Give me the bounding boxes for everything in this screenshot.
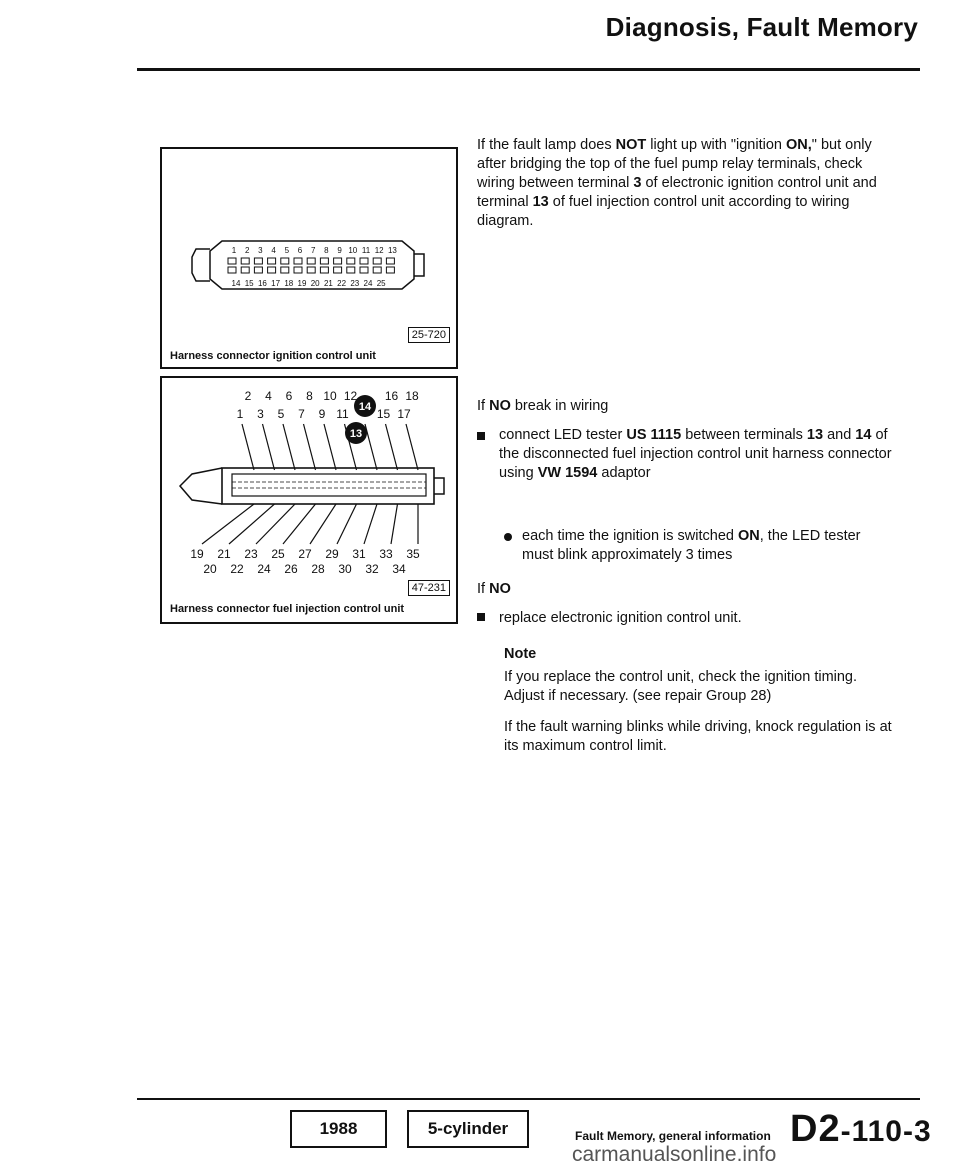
pin-label: 7	[310, 246, 316, 255]
wire-line	[283, 424, 295, 470]
pin-socket	[307, 258, 315, 264]
pin-socket	[320, 267, 328, 273]
pin-label: 20	[203, 562, 217, 576]
terminal-14-label: 14	[358, 401, 372, 413]
pin-socket	[254, 267, 262, 273]
terminal-13-label: 13	[349, 428, 363, 440]
footer-section-label: Fault Memory, general information	[575, 1129, 771, 1143]
paragraph-if-no: If NO	[477, 581, 511, 597]
pin-socket	[360, 258, 368, 264]
pin-socket	[268, 258, 276, 264]
round-bullet-icon	[504, 533, 512, 541]
pin-label: 6	[297, 246, 303, 255]
pin-label: 27	[298, 547, 312, 561]
wire-line	[364, 504, 377, 544]
pin-socket	[241, 267, 249, 273]
pin-label: 17	[271, 279, 281, 288]
pin-label: 34	[392, 562, 406, 576]
wire-line	[256, 504, 295, 544]
pin-label: 1	[231, 246, 237, 255]
wire-line	[386, 424, 398, 470]
pin-label: 10	[348, 246, 358, 255]
note-paragraph: If the fault warning blinks while driving, knock regulation is at its maximum control limit.	[504, 719, 892, 754]
wire-line	[337, 504, 357, 544]
paragraph-no-break: If NO break in wiring	[477, 398, 609, 414]
pin-socket	[334, 258, 342, 264]
header-rule	[137, 68, 920, 71]
pin-label: 15	[376, 407, 391, 421]
figure-code: 47-231	[408, 580, 450, 596]
figure-caption: Harness connector ignition control unit	[170, 350, 376, 362]
pin-socket	[386, 267, 394, 273]
pin-socket	[281, 267, 289, 273]
list-item-connect-tester: connect LED tester US 1115 between terminals 13 and 14 of the disconnected fuel injection control unit harness connector using VW 1594 adaptor	[477, 426, 897, 483]
footer-year-box: 1988	[290, 1110, 387, 1148]
wire-line	[304, 424, 316, 470]
paragraph-fault-lamp: If the fault lamp does NOT light up with "ignition ON," but only after bridging the top of the fuel pump relay terminals, check wiring between terminal 3 of electronic ignition control unit and terminal 13 of fuel injection control unit according to wiring diagram.	[477, 137, 877, 229]
wire-line	[263, 424, 275, 470]
pin-label: 35	[406, 547, 420, 561]
pin-label: 25	[376, 279, 386, 288]
pin-label: 21	[217, 547, 231, 561]
pin-label: 23	[350, 279, 360, 288]
wire-line	[324, 424, 336, 470]
pin-label: 30	[338, 562, 352, 576]
pin-label: 3	[258, 246, 263, 255]
note-title: Note	[504, 646, 537, 662]
pin-socket	[294, 267, 302, 273]
square-bullet-icon	[477, 432, 485, 440]
footer-engine-box: 5-cylinder	[407, 1110, 529, 1148]
pin-label: 18	[284, 279, 294, 288]
pin-label: 9	[337, 246, 342, 255]
pin-socket	[373, 258, 381, 264]
pin-label: 16	[384, 389, 399, 403]
pin-socket	[241, 258, 249, 264]
pin-label: 31	[352, 547, 366, 561]
pin-label: 13	[387, 246, 397, 255]
wire-line	[242, 424, 254, 470]
pin-label: 10	[323, 389, 337, 403]
wire-line	[365, 424, 377, 470]
pin-socket	[294, 258, 302, 264]
pin-label: 14	[231, 279, 241, 288]
pin-label: 4	[265, 389, 272, 403]
pin-label: 21	[323, 279, 333, 288]
pin-label: 6	[285, 389, 293, 403]
wire-line	[391, 504, 398, 544]
pin-label: 2	[244, 246, 250, 255]
wire-line	[202, 504, 254, 544]
pin-label: 11	[361, 246, 371, 255]
pin-socket	[254, 258, 262, 264]
page-number: D2-110-3	[790, 1108, 932, 1150]
pin-label: 19	[297, 279, 307, 288]
pin-label: 8	[306, 389, 313, 403]
list-item-led-blink: each time the ignition is switched ON, the LED tester must blink approximately 3 times	[504, 527, 894, 565]
pin-label: 2	[244, 389, 252, 403]
pin-label: 11	[336, 407, 349, 421]
pin-label: 4	[271, 246, 276, 255]
pin-label: 23	[244, 547, 258, 561]
wire-line	[283, 504, 316, 544]
wire-line	[406, 424, 418, 470]
figure-code: 25-720	[408, 327, 450, 343]
pin-label: 7	[298, 407, 305, 421]
pin-socket	[334, 267, 342, 273]
pin-label: 3	[257, 407, 264, 421]
pin-label: 33	[379, 547, 393, 561]
pin-label: 19	[190, 547, 204, 561]
pin-socket	[360, 267, 368, 273]
footer-rule	[137, 1098, 920, 1100]
square-bullet-icon	[477, 613, 485, 621]
pin-socket	[228, 258, 236, 264]
pin-label: 18	[405, 389, 419, 403]
pin-label: 25	[271, 547, 285, 561]
pin-label: 8	[324, 246, 329, 255]
pin-socket	[228, 267, 236, 273]
pin-label: 26	[284, 562, 298, 576]
pin-label: 24	[257, 562, 271, 576]
pin-label: 28	[311, 562, 325, 576]
pin-socket	[347, 258, 355, 264]
pin-socket	[320, 258, 328, 264]
pin-label: 1	[236, 407, 244, 421]
pin-label: 22	[230, 562, 244, 576]
pin-label: 20	[310, 279, 320, 288]
page-title: Diagnosis, Fault Memory	[605, 12, 918, 42]
pin-socket	[307, 267, 315, 273]
pin-label: 15	[244, 279, 254, 288]
pin-socket	[281, 258, 289, 264]
pin-label: 9	[318, 407, 326, 421]
pin-socket	[386, 258, 394, 264]
figure-ignition-connector	[160, 147, 458, 369]
pin-label: 5	[284, 246, 290, 255]
pin-label: 29	[325, 547, 339, 561]
figure-fuel-injection-connector	[160, 376, 458, 624]
list-item-replace-unit: replace electronic ignition control unit.	[477, 609, 897, 628]
figure-caption: Harness connector fuel injection control unit	[170, 603, 405, 615]
wire-line	[310, 504, 336, 544]
watermark: carmanualsonline.info	[572, 1143, 777, 1166]
pin-socket	[268, 267, 276, 273]
pin-label: 5	[277, 407, 285, 421]
pin-label: 12	[374, 246, 384, 255]
pin-socket	[373, 267, 381, 273]
pin-label: 24	[363, 279, 373, 288]
pin-label: 32	[365, 562, 379, 576]
wire-line	[229, 504, 275, 544]
pin-label: 17	[397, 407, 411, 421]
pin-label: 16	[257, 279, 267, 288]
pin-label: 12	[343, 389, 358, 403]
pin-socket	[347, 267, 355, 273]
note-paragraph: If you replace the control unit, check the ignition timing. Adjust if necessary. (see repair Group 28)	[504, 669, 858, 704]
pin-label: 22	[337, 279, 347, 288]
